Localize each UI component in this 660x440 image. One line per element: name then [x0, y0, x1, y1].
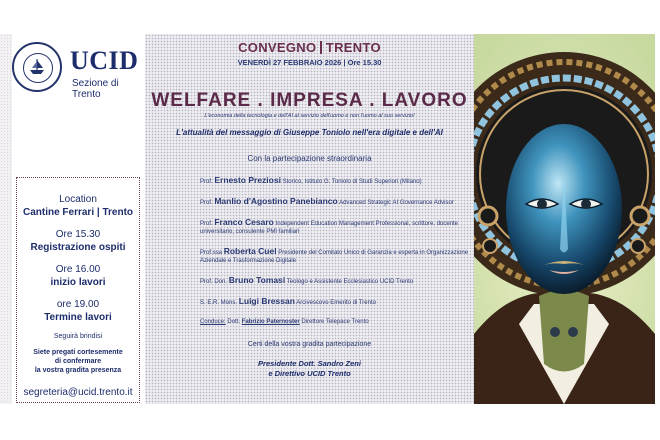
invitation-card: [0, 34, 660, 404]
start-time: Ore 16.00: [55, 264, 101, 275]
location-value: Cantine Ferrari | Trento: [22, 207, 134, 218]
event-info-box: [16, 177, 140, 403]
moderator-prefix: Dott.: [227, 319, 241, 325]
speaker-prefix: S. E.R. Mons.: [200, 300, 238, 306]
participation-intro: Con la partecipazione straordinaria: [247, 154, 372, 163]
start-label: inizio lavori: [50, 277, 106, 288]
separator-bar: [320, 41, 322, 54]
speaker-name: Manlio d'Agostino Panebianco: [214, 196, 338, 206]
moderator-item: [200, 318, 470, 326]
speaker-role: Arcivescovo Emerito di Trento: [296, 300, 376, 306]
registration-label: Registrazione ospiti: [30, 242, 126, 253]
location-label: Location: [59, 194, 97, 205]
right-margin: [655, 34, 660, 404]
subtitle: L'attualità del messaggio di Giuseppe Toniolo nell'era digitale e dell'AI: [176, 128, 443, 137]
event-day: VENERDÌ 27 FEBBRAIO 2026: [237, 58, 342, 67]
rsvp-line-2: di confermare: [54, 358, 102, 365]
speaker-role: Presidente del Comitato Unico di Garanzia e esperta in Organizzazione Aziendale e Trasformazione Digitale: [200, 250, 469, 264]
signature-line-1: Presidente Dott. Sandro Zeni: [258, 359, 361, 368]
speaker-prefix: Prof.: [200, 200, 213, 206]
ucid-wordmark: UCID: [70, 46, 139, 75]
speaker-name: Bruno Tomasi: [228, 275, 286, 285]
event-header: [145, 40, 474, 55]
speaker-role: Independent Education Management Professional, scrittore, docente universitario, consulente PMI familiari: [200, 221, 458, 235]
moderator-name: Fabrizio Paternoster: [241, 319, 300, 325]
signature-line-2: e Direttivo UCID Trento: [268, 369, 351, 378]
tagline: L'economia della tecnologia e dell'AI al servizio dell'uomo e non l'uomo al suo servizio!: [204, 113, 415, 119]
event-time: Ore 15.30: [347, 58, 382, 67]
ucid-section: Sezione di Trento: [72, 78, 119, 100]
speaker-role: Teologo e Assistente Ecclesiastico UCID Trento: [286, 279, 414, 285]
ai-portrait-image: [474, 34, 655, 404]
moderator-role: Direttore Telepace Trento: [301, 319, 369, 325]
page-title: WELFARE . IMPRESA . LAVORO: [151, 90, 468, 111]
speaker-item: [200, 176, 470, 186]
speaker-prefix: Prof.: [200, 179, 213, 185]
speaker-role: Storico, Istituto G. Toniolo di Studi Superiori (Milano): [282, 179, 422, 185]
speaker-name: Luigi Bressan: [238, 296, 295, 306]
portrait-illustration: [474, 34, 655, 404]
speaker-list: [200, 176, 470, 337]
moderator-label: Conduce:: [200, 319, 226, 325]
speaker-item: [200, 197, 470, 207]
speaker-role: Advanced Strategic AI Governance Advisor: [339, 200, 454, 206]
left-column: [12, 34, 145, 404]
closing-thanks: Certi della vostra gradita partecipazione: [247, 341, 372, 348]
rsvp-line-3: la vostra gradita presenza: [34, 367, 122, 374]
speaker-item: [200, 297, 470, 307]
rsvp-line-1: Siete pregati cortesemente: [33, 349, 123, 356]
event-date: VENERDÌ 27 FEBBRAIO 2026 | Ore 15.30: [237, 58, 382, 67]
speaker-prefix: Prof. Don.: [200, 279, 228, 285]
event-type: CONVEGNO: [238, 40, 317, 55]
ucid-logo: [12, 40, 145, 100]
event-city: TRENTO: [325, 40, 381, 55]
signature: [145, 359, 474, 379]
speaker-name: Roberta Cuel: [223, 246, 277, 256]
main-content: [145, 34, 474, 404]
contact-email-link[interactable]: segreteria@ucid.trento.it: [23, 387, 133, 398]
left-texture-strip: [0, 34, 12, 404]
end-time: ore 19.00: [56, 299, 100, 310]
speaker-prefix: Prof.: [200, 221, 213, 227]
end-label: Termine lavori: [44, 312, 112, 323]
toast-note: Seguirà brindisi: [53, 333, 103, 340]
speaker-prefix: Prof.ssa: [200, 250, 223, 256]
ucid-seal-icon: [12, 42, 62, 92]
speaker-item: [200, 247, 470, 265]
speaker-item: [200, 276, 470, 286]
ship-icon: [27, 57, 47, 77]
speaker-name: Ernesto Preziosi: [214, 175, 281, 185]
speaker-item: [200, 218, 470, 236]
registration-time: Ore 15.30: [55, 229, 101, 240]
speaker-name: Franco Cesaro: [214, 217, 274, 227]
